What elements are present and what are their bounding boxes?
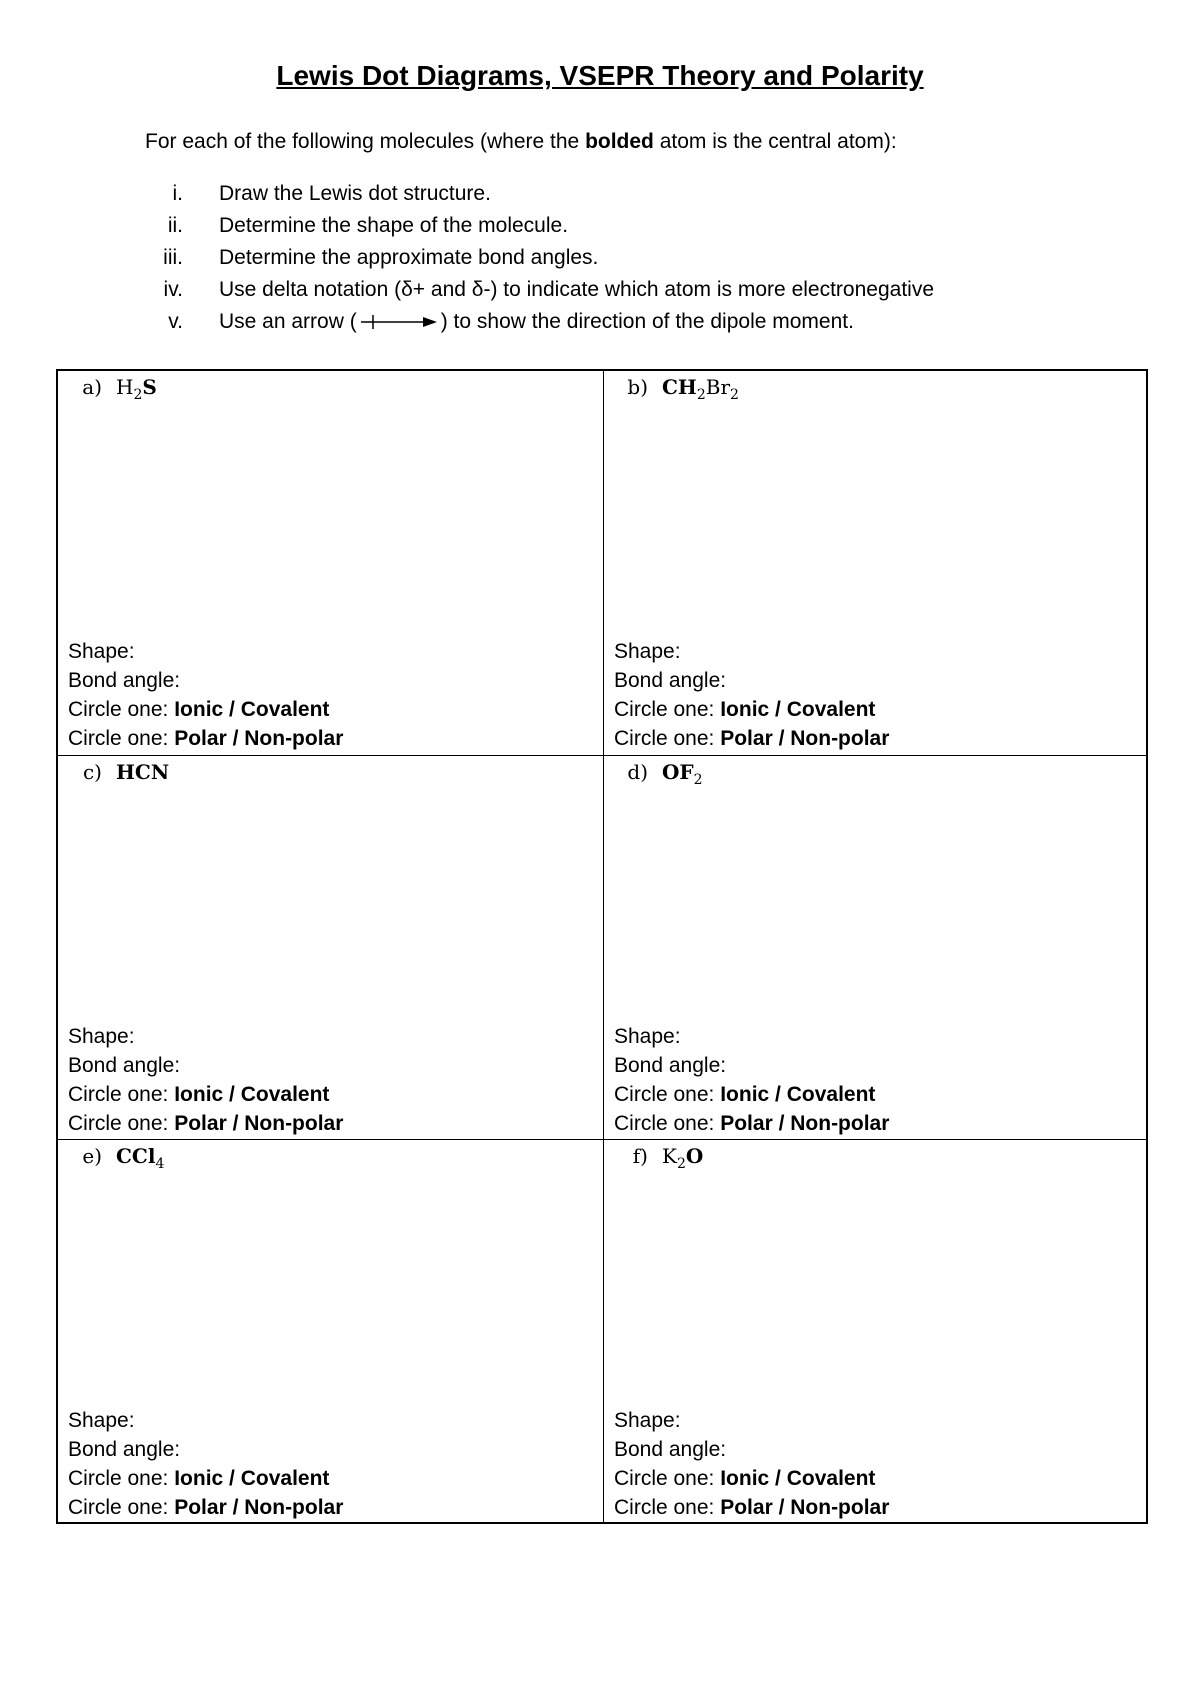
step-item — [145, 242, 934, 274]
molecule-formula — [116, 760, 169, 784]
shape-prompt: Shape: — [68, 640, 135, 663]
circle-one-label: Circle one: — [614, 1467, 721, 1490]
circle-one-label: Circle one: — [614, 727, 721, 750]
bond-angle-prompt: Bond angle: — [614, 669, 727, 692]
intro-text-after: atom is the central atom): — [653, 130, 897, 153]
formula-part: Br — [705, 375, 731, 399]
polarity-options[interactable]: Polar / Non-polar — [174, 1496, 344, 1519]
molecule-cell-f — [604, 1140, 1149, 1524]
molecule-letter: b) — [627, 375, 648, 399]
molecule-letter: d) — [627, 760, 648, 784]
polarity-options[interactable]: Polar / Non-polar — [174, 727, 344, 750]
molecule-letter: a) — [82, 375, 102, 399]
molecule-cell-d — [604, 756, 1149, 1140]
step-text: Determine the approximate bond angles. — [219, 246, 599, 269]
formula-central-atom: OF — [662, 760, 694, 784]
molecule-grid — [56, 369, 1148, 1524]
polarity-choice[interactable] — [614, 724, 889, 753]
molecule-label — [604, 1144, 703, 1172]
step-item — [145, 274, 934, 306]
circle-one-label: Circle one: — [614, 1496, 721, 1519]
formula-central-atom: CH — [662, 375, 697, 399]
bonding-options[interactable]: Ionic / Covalent — [174, 698, 330, 721]
circle-one-label: Circle one: — [68, 727, 175, 750]
answer-prompts — [614, 637, 889, 753]
bonding-options[interactable]: Ionic / Covalent — [720, 1467, 876, 1490]
step-numeral: ii. — [167, 214, 183, 237]
formula-central-atom: O — [685, 1144, 704, 1168]
molecule-formula — [662, 375, 739, 403]
molecule-formula — [662, 760, 703, 788]
polarity-choice[interactable] — [614, 1493, 889, 1522]
formula-subscript: 4 — [155, 1156, 165, 1172]
answer-prompts — [68, 637, 343, 753]
polarity-choice[interactable] — [68, 1493, 343, 1522]
circle-one-label: Circle one: — [68, 1467, 175, 1490]
circle-one-label: Circle one: — [68, 1112, 175, 1135]
molecule-letter: e) — [82, 1144, 102, 1168]
polarity-options[interactable]: Polar / Non-polar — [720, 727, 890, 750]
step-text-after: ) to show the direction of the dipole moment. — [440, 310, 854, 333]
bonding-choice[interactable] — [614, 1464, 889, 1493]
answer-prompts — [68, 1022, 343, 1138]
polarity-options[interactable]: Polar / Non-polar — [720, 1112, 890, 1135]
polarity-choice[interactable] — [614, 1109, 889, 1138]
molecule-label — [58, 760, 169, 784]
step-text: Use delta notation (δ+ and δ-) to indicate which atom is more electronegative — [219, 278, 934, 301]
step-text: Draw the Lewis dot structure. — [219, 182, 491, 205]
bond-angle-prompt: Bond angle: — [68, 1438, 181, 1461]
step-numeral: i. — [172, 182, 183, 205]
step-text — [219, 310, 854, 334]
formula-subscript: 2 — [676, 1156, 686, 1172]
instructions-intro — [145, 130, 897, 154]
molecule-letter: f) — [632, 1144, 648, 1168]
bond-angle-prompt: Bond angle: — [68, 1054, 181, 1077]
step-text-before: Use an arrow ( — [219, 310, 357, 333]
instruction-steps — [145, 178, 934, 338]
polarity-options[interactable]: Polar / Non-polar — [174, 1112, 344, 1135]
polarity-options[interactable]: Polar / Non-polar — [720, 1496, 890, 1519]
worksheet-title: Lewis Dot Diagrams, VSEPR Theory and Polarity — [276, 60, 924, 91]
shape-prompt: Shape: — [614, 1025, 681, 1048]
formula-part: K — [662, 1144, 677, 1168]
formula-central-atom: CCl — [116, 1144, 156, 1168]
molecule-label — [58, 1144, 164, 1172]
bond-angle-prompt: Bond angle: — [614, 1438, 727, 1461]
bonding-choice[interactable] — [68, 1464, 343, 1493]
answer-prompts — [68, 1406, 343, 1522]
step-item — [145, 178, 934, 210]
step-numeral: iv. — [163, 278, 183, 301]
bond-angle-prompt: Bond angle: — [614, 1054, 727, 1077]
formula-subscript: 2 — [696, 387, 706, 403]
step-item — [145, 210, 934, 242]
molecule-label — [58, 375, 157, 403]
formula-part: H — [116, 375, 134, 399]
molecule-label — [604, 760, 703, 788]
answer-prompts — [614, 1406, 889, 1522]
formula-subscript: 2 — [693, 772, 703, 788]
formula-central-atom: S — [142, 375, 157, 399]
shape-prompt: Shape: — [68, 1025, 135, 1048]
polarity-choice[interactable] — [68, 724, 343, 753]
bonding-choice[interactable] — [614, 695, 889, 724]
bonding-options[interactable]: Ionic / Covalent — [174, 1083, 330, 1106]
step-item — [145, 306, 934, 338]
shape-prompt: Shape: — [614, 1409, 681, 1432]
molecule-cell-b — [604, 371, 1149, 755]
formula-subscript: 2 — [730, 387, 739, 403]
molecule-formula — [116, 1144, 165, 1172]
step-numeral: v. — [168, 310, 183, 333]
circle-one-label: Circle one: — [614, 698, 721, 721]
circle-one-label: Circle one: — [68, 698, 175, 721]
shape-prompt: Shape: — [68, 1409, 135, 1432]
circle-one-label: Circle one: — [614, 1083, 721, 1106]
formula-central-atom: HCN — [116, 760, 170, 784]
bonding-choice[interactable] — [68, 695, 343, 724]
circle-one-label: Circle one: — [68, 1496, 175, 1519]
formula-subscript: 2 — [133, 387, 143, 403]
molecule-formula — [662, 1144, 704, 1172]
molecule-formula — [116, 375, 157, 403]
bonding-options[interactable]: Ionic / Covalent — [174, 1467, 330, 1490]
dipole-arrow-icon — [359, 312, 439, 332]
step-text: Determine the shape of the molecule. — [219, 214, 569, 237]
molecule-letter: c) — [82, 760, 102, 784]
step-numeral: iii. — [163, 246, 183, 269]
intro-bold-word: bolded — [585, 130, 654, 153]
molecule-label — [604, 375, 739, 403]
bonding-options[interactable]: Ionic / Covalent — [720, 698, 876, 721]
molecule-cell-a — [58, 371, 603, 755]
answer-prompts — [614, 1022, 889, 1138]
bonding-choice[interactable] — [68, 1080, 343, 1109]
shape-prompt: Shape: — [614, 640, 681, 663]
polarity-choice[interactable] — [68, 1109, 343, 1138]
circle-one-label: Circle one: — [68, 1083, 175, 1106]
bond-angle-prompt: Bond angle: — [68, 669, 181, 692]
bonding-options[interactable]: Ionic / Covalent — [720, 1083, 876, 1106]
circle-one-label: Circle one: — [614, 1112, 721, 1135]
intro-text-before: For each of the following molecules (where the — [145, 130, 586, 153]
molecule-cell-c — [58, 756, 603, 1140]
molecule-cell-e — [58, 1140, 603, 1524]
bonding-choice[interactable] — [614, 1080, 889, 1109]
